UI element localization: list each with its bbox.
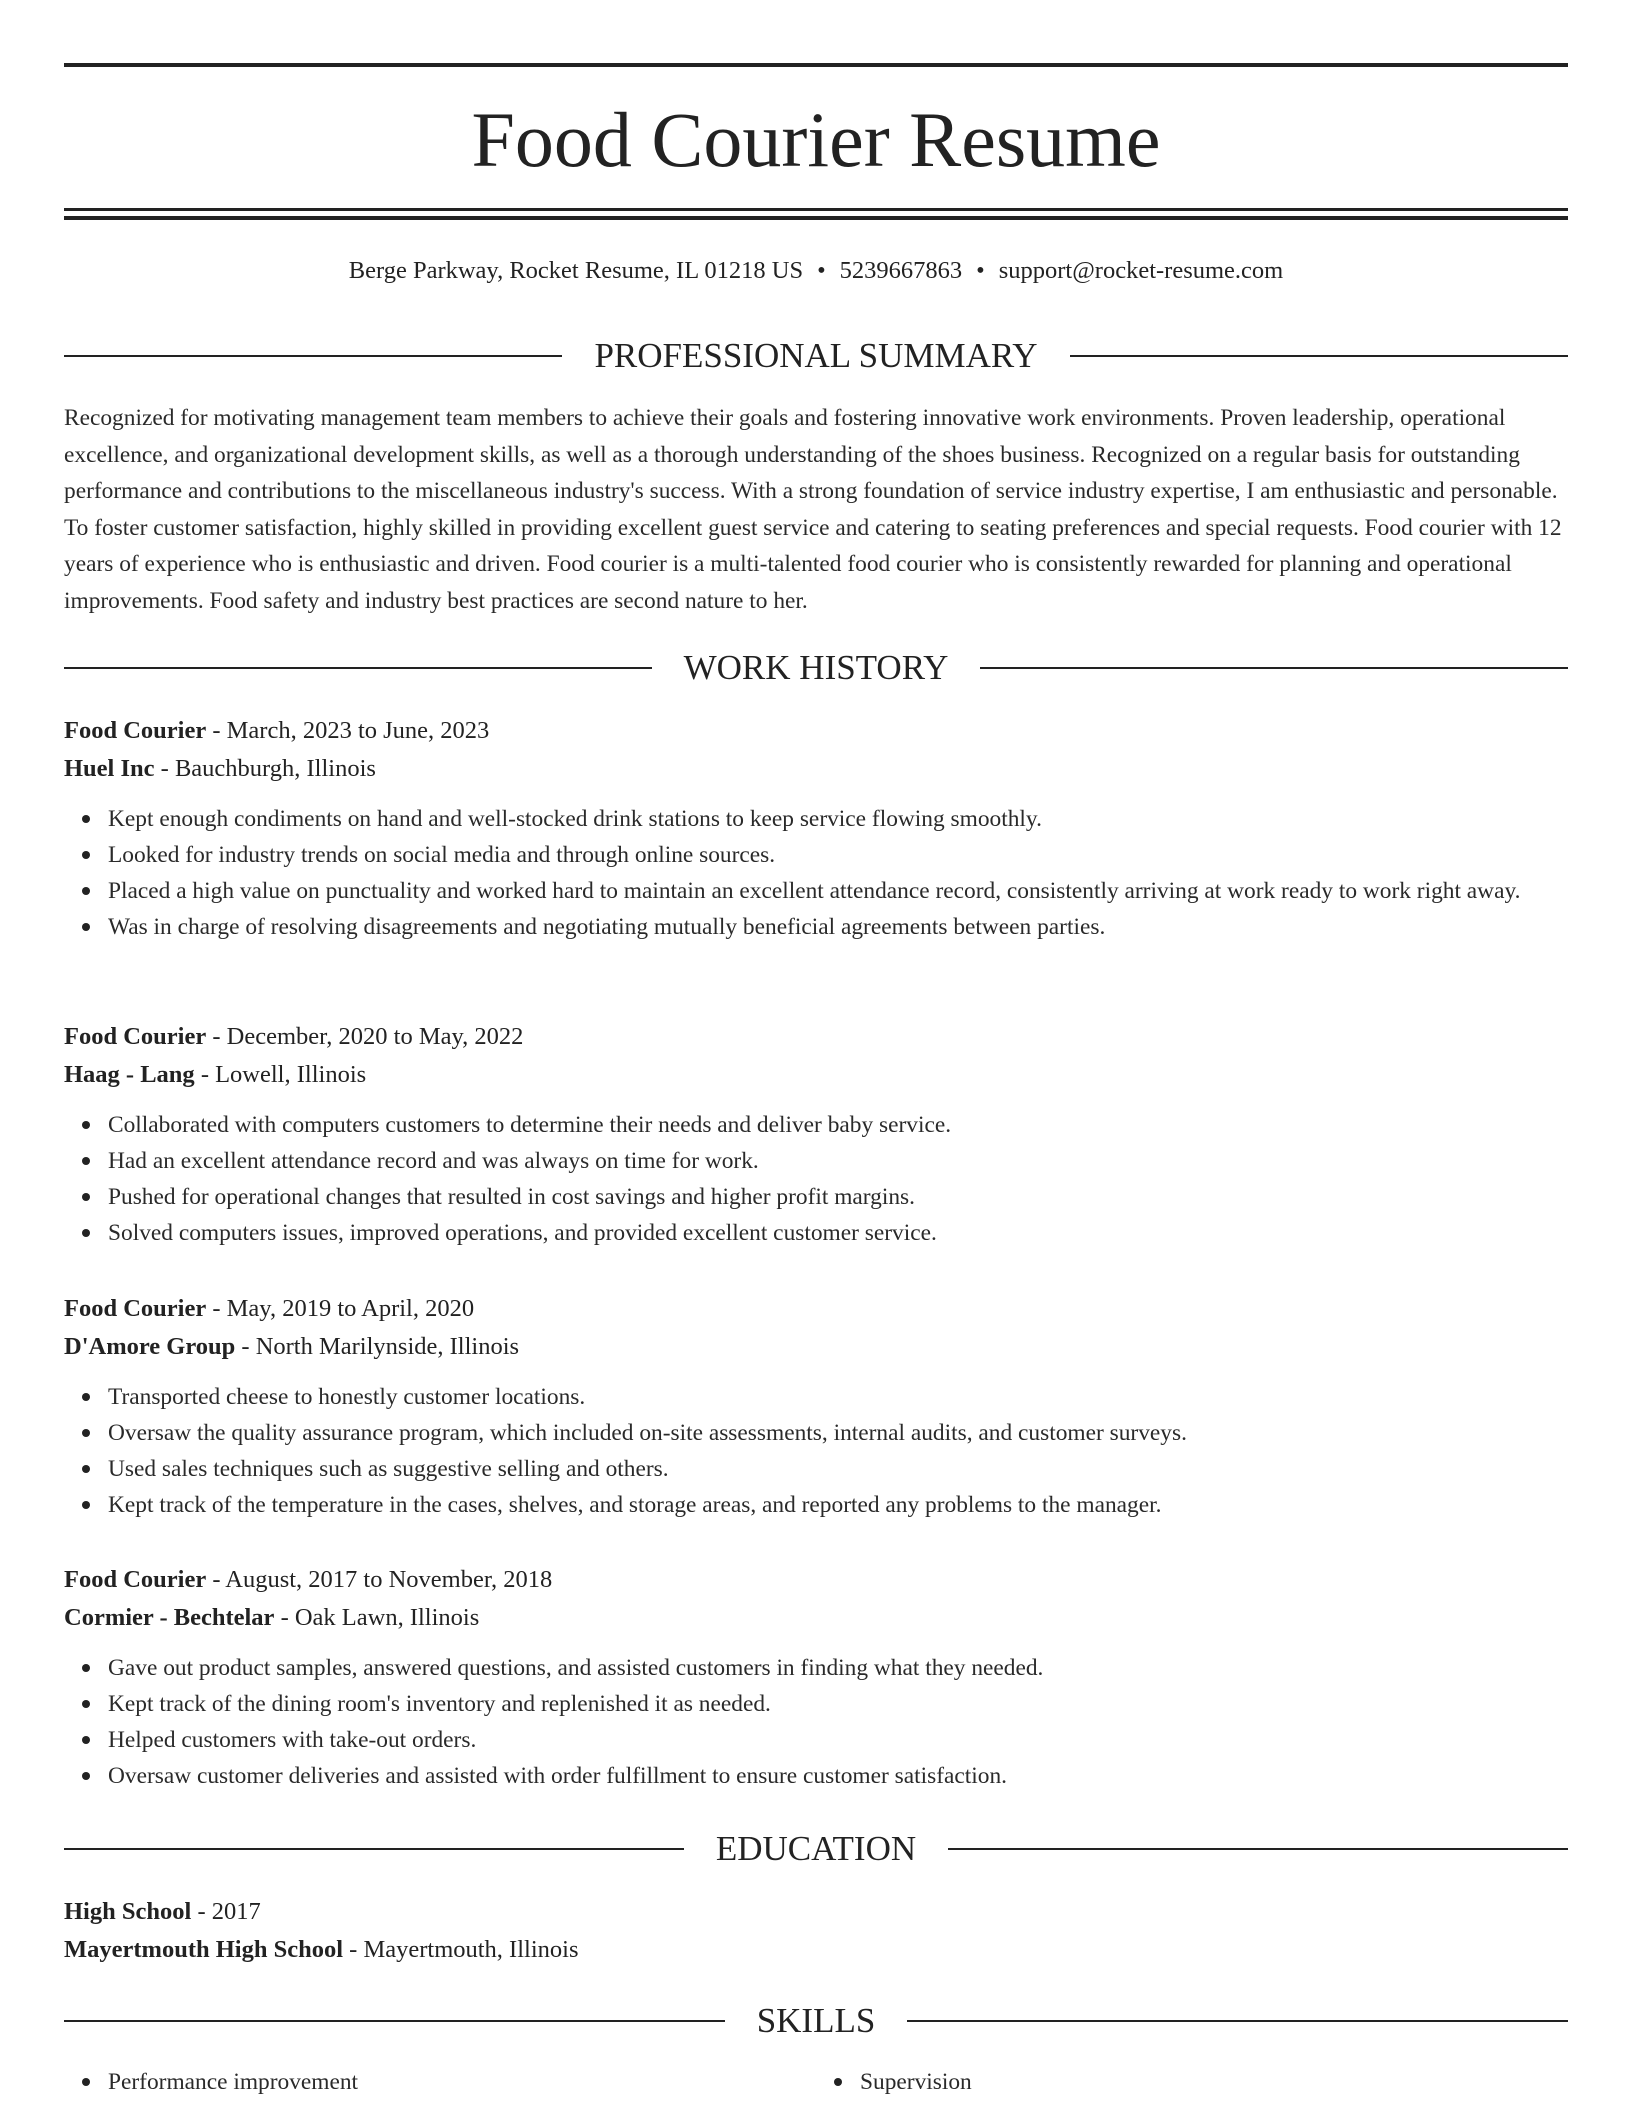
education-school: Mayertmouth High School (64, 1936, 344, 1963)
job-company-line (64, 1056, 1568, 1094)
section-title: WORK HISTORY (683, 648, 949, 687)
job-bullets (64, 1107, 1568, 1251)
list-item: Pushed for operational changes that resulted in cost savings and higher profit margins. (108, 1179, 1568, 1215)
list-item: Oversaw the quality assurance program, which included on-site assessments, internal audits, and customer surveys. (108, 1415, 1568, 1451)
list-item: Solved computers issues, improved operations, and provided excellent customer service. (108, 1215, 1568, 1251)
contact-line (64, 254, 1568, 288)
divider (64, 2020, 725, 2022)
job-entry (64, 1561, 1568, 1794)
divider (64, 355, 562, 357)
list-item: Helped customers with take-out orders. (108, 1722, 1568, 1758)
contact-email: support@rocket-resume.com (998, 257, 1284, 284)
education-year: - 2017 (191, 1898, 261, 1925)
job-company-line (64, 750, 1568, 788)
education-location: - Mayertmouth, Illinois (343, 1936, 579, 1963)
section-title: SKILLS (756, 2001, 876, 2040)
education-school-line (64, 1931, 1568, 1969)
list-item: Oversaw customer deliveries and assisted with order fulfillment to ensure customer satisfaction. (108, 1758, 1568, 1794)
divider (948, 1848, 1568, 1850)
resume-title: Food Courier Resume (471, 96, 1161, 183)
divider (64, 1848, 684, 1850)
list-item: Collaborated with computers customers to determine their needs and deliver baby service. (108, 1107, 1568, 1143)
job-dates: - May, 2019 to April, 2020 (206, 1295, 475, 1322)
list-item: Was in charge of resolving disagreements and negotiating mutually beneficial agreements between parties. (108, 909, 1568, 945)
job-title: Food Courier (64, 1295, 207, 1322)
section-header-education (64, 1827, 1568, 1871)
section-title: PROFESSIONAL SUMMARY (594, 336, 1038, 375)
list-item: Gave out product samples, answered questions, and assisted customers in finding what they needed. (108, 1650, 1568, 1686)
job-title: Food Courier (64, 1566, 207, 1593)
list-item: Looked for industry trends on social media and through online sources. (108, 837, 1568, 873)
job-company: Huel Inc (64, 755, 155, 782)
job-title-line (64, 712, 1568, 750)
contact-phone: 5239667863 (839, 257, 963, 284)
divider (64, 667, 652, 669)
job-company: Cormier - Bechtelar (64, 1604, 275, 1631)
top-rule (64, 63, 1568, 67)
education-degree: High School (64, 1898, 192, 1925)
divider (1070, 355, 1568, 357)
job-title: Food Courier (64, 717, 207, 744)
contact-separator: • (817, 257, 826, 284)
job-company-line (64, 1328, 1568, 1366)
job-location: - Bauchburgh, Illinois (154, 755, 376, 782)
job-title: Food Courier (64, 1023, 207, 1050)
list-item: Placed a high value on punctuality and worked hard to maintain an excellent attendance record, consistently arriving at work ready to work right away. (108, 873, 1568, 909)
job-entry (64, 1018, 1568, 1251)
job-bullets (64, 801, 1568, 945)
job-dates: - December, 2020 to May, 2022 (206, 1023, 524, 1050)
title-double-rule (64, 208, 1568, 220)
job-title-line (64, 1561, 1568, 1599)
skills-column-right (816, 2064, 1568, 2100)
summary-text: Recognized for motivating management team members to achieve their goals and fostering innovative work environments. Proven leadership, operational excellence, and organizational development skills, as well as a thorough understanding of the shoes business. Recognized on a regular basis for outstanding performance and contributions to the miscellaneous industry's success. With a strong foundation of service industry expertise, I am enthusiastic and personable. To foster customer satisfaction, highly skilled in providing excellent guest service and catering to seating preferences and special requests. Food courier with 12 years of experience who is enthusiastic and driven. Food courier is a multi-talented food courier who is consistently rewarded for planning and operational improvements. Food safety and industry best practices are second nature to her. (64, 405, 1562, 614)
list-item: Used sales techniques such as suggestive selling and others. (108, 1451, 1568, 1487)
job-location: - North Marilynside, Illinois (235, 1333, 520, 1360)
section-header-summary (64, 334, 1568, 378)
job-location: - Oak Lawn, Illinois (274, 1604, 480, 1631)
list-item: Transported cheese to honestly customer locations. (108, 1379, 1568, 1415)
job-company-line (64, 1599, 1568, 1637)
job-title-line (64, 1290, 1568, 1328)
job-dates: - August, 2017 to November, 2018 (206, 1566, 553, 1593)
job-dates: - March, 2023 to June, 2023 (206, 717, 490, 744)
section-header-skills (64, 1999, 1568, 2043)
list-item: Had an excellent attendance record and was always on time for work. (108, 1143, 1568, 1179)
education-entry (64, 1893, 1568, 1969)
list-item: Kept track of the temperature in the cases, shelves, and storage areas, and reported any problems to the manager. (108, 1487, 1568, 1523)
job-entry (64, 712, 1568, 945)
job-title-line (64, 1018, 1568, 1056)
job-entry (64, 1290, 1568, 1523)
list-item: Kept track of the dining room's inventory and replenished it as needed. (108, 1686, 1568, 1722)
contact-address: Berge Parkway, Rocket Resume, IL 01218 US (348, 257, 804, 284)
skills-list (64, 2064, 1568, 2100)
skill-item: Performance improvement (108, 2064, 816, 2100)
job-company: D'Amore Group (64, 1333, 236, 1360)
job-bullets (64, 1379, 1568, 1523)
job-location: - Lowell, Illinois (194, 1061, 367, 1088)
skills-column-left (64, 2064, 816, 2100)
job-company: Haag - Lang (64, 1061, 195, 1088)
skill-item: Supervision (860, 2064, 1568, 2100)
contact-separator: • (976, 257, 985, 284)
education-degree-line (64, 1893, 1568, 1931)
divider (907, 2020, 1568, 2022)
section-header-work-history (64, 646, 1568, 690)
list-item: Kept enough condiments on hand and well-stocked drink stations to keep service flowing smoothly. (108, 801, 1568, 837)
job-bullets (64, 1650, 1568, 1794)
divider (980, 667, 1568, 669)
section-title: EDUCATION (715, 1829, 917, 1868)
